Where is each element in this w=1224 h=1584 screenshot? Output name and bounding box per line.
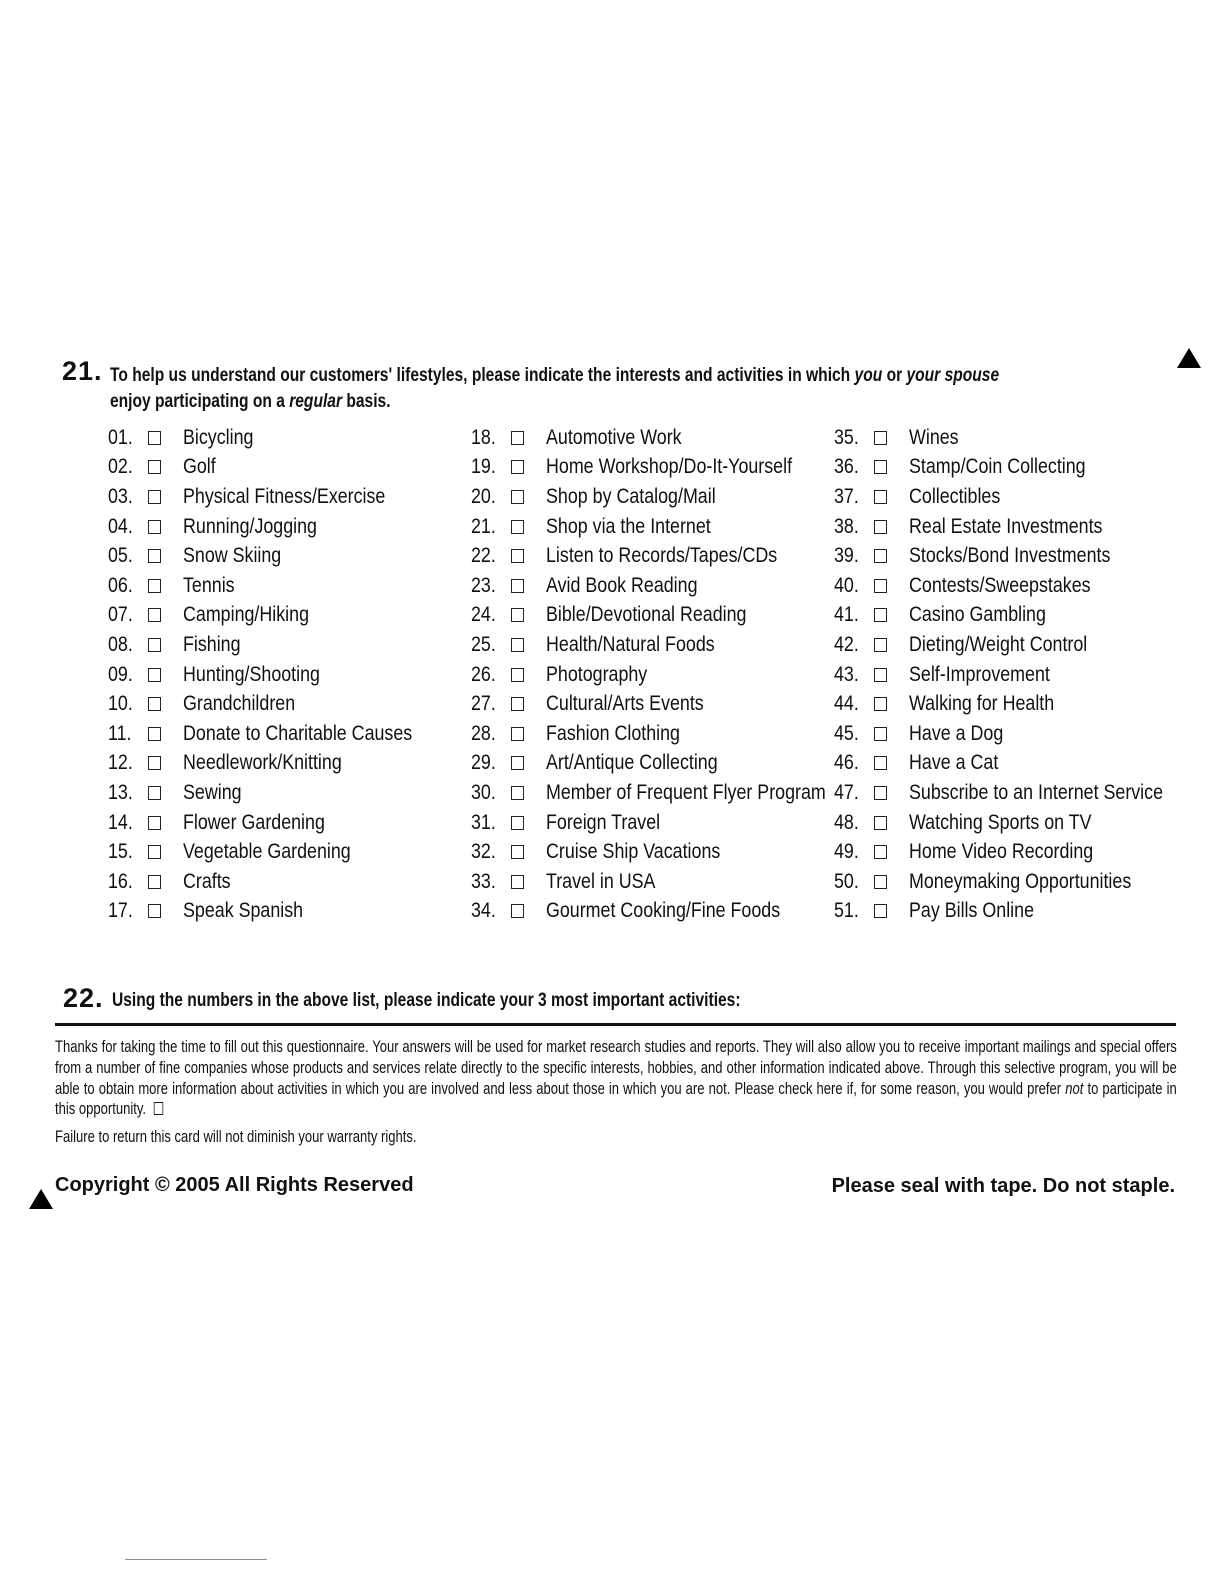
- activity-item[interactable]: [471, 541, 875, 571]
- activity-number: 13.: [108, 780, 133, 804]
- activity-label: Speak Spanish: [183, 899, 304, 923]
- question-22-number: 22.: [63, 983, 104, 1013]
- activity-checkbox[interactable]: [874, 579, 887, 593]
- activity-checkbox[interactable]: [874, 638, 887, 652]
- activity-label: Cruise Ship Vacations: [546, 840, 721, 864]
- activity-item[interactable]: [108, 689, 453, 719]
- activity-label: Stocks/Bond Investments: [909, 544, 1111, 568]
- activity-item[interactable]: [471, 512, 875, 542]
- activity-number: 24.: [471, 603, 496, 627]
- activity-label: Tennis: [183, 573, 235, 597]
- activity-label: Automotive Work: [546, 425, 682, 449]
- activity-column-1: [108, 423, 453, 926]
- activity-label: Member of Frequent Flyer Program: [546, 780, 826, 804]
- activity-label: Sewing: [183, 780, 242, 804]
- activity-checkbox[interactable]: [874, 608, 887, 622]
- activity-label: Vegetable Gardening: [183, 840, 351, 864]
- activity-checkbox[interactable]: [148, 460, 161, 474]
- activity-number: 51.: [834, 899, 859, 923]
- activity-number: 06.: [108, 573, 133, 597]
- activity-checkbox[interactable]: [874, 460, 887, 474]
- activity-item[interactable]: [471, 453, 875, 483]
- activity-number: 18.: [471, 425, 496, 449]
- activity-number: 03.: [108, 484, 133, 508]
- activity-checkbox[interactable]: [874, 816, 887, 830]
- activity-checkbox[interactable]: [874, 490, 887, 504]
- activity-label: Golf: [183, 455, 216, 479]
- activity-label: Moneymaking Opportunities: [909, 869, 1132, 893]
- activity-checkbox[interactable]: [874, 697, 887, 711]
- activity-number: 40.: [834, 573, 859, 597]
- activity-checkbox[interactable]: [148, 668, 161, 682]
- activity-label: Subscribe to an Internet Service: [909, 780, 1164, 804]
- activity-number: 44.: [834, 692, 859, 716]
- activity-item[interactable]: [471, 719, 875, 749]
- activity-item[interactable]: [471, 867, 875, 897]
- activity-checkbox[interactable]: [874, 786, 887, 800]
- activity-item[interactable]: [108, 482, 453, 512]
- activity-item[interactable]: [834, 482, 1208, 512]
- activity-number: 38.: [834, 514, 859, 538]
- activity-number: 49.: [834, 840, 859, 864]
- question-21-number: 21.: [62, 356, 103, 386]
- copyright-notice: Copyright © 2005 All Rights Reserved: [55, 1174, 414, 1196]
- activity-item[interactable]: [471, 630, 875, 660]
- activity-item[interactable]: [471, 660, 875, 690]
- activity-item[interactable]: [108, 897, 453, 927]
- activity-column-3: [834, 423, 1208, 926]
- activity-number: 27.: [471, 692, 496, 716]
- activity-item[interactable]: [108, 867, 453, 897]
- activity-item[interactable]: [471, 837, 875, 867]
- activity-item[interactable]: [471, 689, 875, 719]
- activity-label: Gourmet Cooking/Fine Foods: [546, 899, 781, 923]
- activity-column-2: [471, 423, 875, 926]
- activity-label: Health/Natural Foods: [546, 632, 715, 656]
- activity-number: 19.: [471, 455, 496, 479]
- question-21-text: To help us understand our customers' lifestyles, please indicate the interests and activities in which you or your spouse enjoy participating on a regular basis.: [110, 365, 1000, 412]
- activity-number: 04.: [108, 514, 133, 538]
- activity-number: 28.: [471, 721, 496, 745]
- activity-item[interactable]: [834, 601, 1208, 631]
- activity-number: 33.: [471, 869, 496, 893]
- activity-checkbox[interactable]: [511, 904, 524, 918]
- activity-checkbox[interactable]: [511, 697, 524, 711]
- activity-checkbox[interactable]: [874, 431, 887, 445]
- activity-checkbox[interactable]: [511, 786, 524, 800]
- activity-checkbox[interactable]: [874, 875, 887, 889]
- activity-checkbox[interactable]: [148, 904, 161, 918]
- activity-label: Art/Antique Collecting: [546, 751, 718, 775]
- activity-item[interactable]: [108, 837, 453, 867]
- activity-label: Dieting/Weight Control: [909, 632, 1088, 656]
- activity-checkbox[interactable]: [148, 875, 161, 889]
- activity-label: Collectibles: [909, 484, 1001, 508]
- activity-label: Needlework/Knitting: [183, 751, 342, 775]
- activity-checkbox[interactable]: [148, 786, 161, 800]
- activity-number: 02.: [108, 455, 133, 479]
- activity-item[interactable]: [834, 778, 1208, 808]
- activity-checkbox[interactable]: [148, 845, 161, 859]
- activity-number: 16.: [108, 869, 133, 893]
- activity-label: Pay Bills Online: [909, 899, 1035, 923]
- activity-checkbox[interactable]: [511, 460, 524, 474]
- activity-number: 08.: [108, 632, 133, 656]
- activity-item[interactable]: [108, 719, 453, 749]
- arrow-up-icon: [29, 1189, 53, 1209]
- activity-number: 11.: [108, 721, 132, 745]
- activity-number: 07.: [108, 603, 133, 627]
- activity-checkbox[interactable]: [511, 727, 524, 741]
- activity-checkbox[interactable]: [148, 520, 161, 534]
- activity-number: 46.: [834, 751, 859, 775]
- activity-number: 22.: [471, 544, 496, 568]
- arrow-up-icon: [1177, 348, 1201, 368]
- activity-checkbox[interactable]: [874, 520, 887, 534]
- activity-item[interactable]: [834, 541, 1208, 571]
- activity-item[interactable]: [108, 808, 453, 838]
- activity-number: 05.: [108, 544, 133, 568]
- activity-label: Shop by Catalog/Mail: [546, 484, 716, 508]
- activity-item[interactable]: [471, 571, 875, 601]
- activity-checkbox[interactable]: [148, 816, 161, 830]
- activity-number: 31.: [471, 810, 496, 834]
- activity-checkbox[interactable]: [511, 431, 524, 445]
- activity-label: Casino Gambling: [909, 603, 1046, 627]
- activity-number: 29.: [471, 751, 496, 775]
- thanks-paragraph: Thanks for taking the time to fill out this questionnaire. Your answers will be used for market research studies and reports. They will also allow you to receive important mailings and special offers from a number of fine companies whose products and services relate directly to the specific interests, hobbies, and other information indicated above. Through this selective program, you will be able to obtain more information about activities in which you are involved and less about those in which you are not. Please check here if, for some reason, you would prefer not to participate in this opportunity.: [55, 1038, 1177, 1119]
- activity-item[interactable]: [834, 719, 1208, 749]
- activity-label: Home Workshop/Do-It-Yourself: [546, 455, 793, 479]
- activity-number: 23.: [471, 573, 496, 597]
- activity-label: Bible/Devotional Reading: [546, 603, 747, 627]
- activity-item[interactable]: [108, 512, 453, 542]
- activity-label: Real Estate Investments: [909, 514, 1103, 538]
- activity-label: Contests/Sweepstakes: [909, 573, 1091, 597]
- activity-item[interactable]: [471, 808, 875, 838]
- activity-checkbox[interactable]: [874, 549, 887, 563]
- activity-number: 21.: [471, 514, 496, 538]
- activity-checkbox[interactable]: [148, 697, 161, 711]
- activity-label: Grandchildren: [183, 692, 296, 716]
- activity-number: 50.: [834, 869, 859, 893]
- activity-number: 48.: [834, 810, 859, 834]
- warranty-notice: Failure to return this card will not diminish your warranty rights.: [55, 1128, 417, 1146]
- activity-checkbox[interactable]: [511, 608, 524, 622]
- activity-label: Stamp/Coin Collecting: [909, 455, 1086, 479]
- activity-label: Travel in USA: [546, 869, 656, 893]
- activity-checkbox[interactable]: [874, 845, 887, 859]
- activity-number: 12.: [108, 751, 133, 775]
- activity-number: 14.: [108, 810, 133, 834]
- activity-checkbox[interactable]: [874, 668, 887, 682]
- activity-checkbox[interactable]: [511, 490, 524, 504]
- activity-label: Snow Skiing: [183, 544, 282, 568]
- activity-label: Shop via the Internet: [546, 514, 711, 538]
- activity-number: 26.: [471, 662, 496, 686]
- activity-number: 35.: [834, 425, 859, 449]
- activity-item[interactable]: [108, 453, 453, 483]
- activity-number: 39.: [834, 544, 859, 568]
- activity-item[interactable]: [471, 482, 875, 512]
- activity-label: Photography: [546, 662, 648, 686]
- activity-label: Cultural/Arts Events: [546, 692, 704, 716]
- activity-label: Have a Dog: [909, 721, 1004, 745]
- activity-number: 15.: [108, 840, 133, 864]
- activity-checkbox[interactable]: [148, 431, 161, 445]
- activity-item[interactable]: [108, 660, 453, 690]
- activity-checkbox[interactable]: [874, 727, 887, 741]
- opt-out-checkbox[interactable]: [154, 1102, 163, 1115]
- divider: [55, 1023, 1176, 1026]
- activity-number: 20.: [471, 484, 496, 508]
- activity-label: Donate to Charitable Causes: [183, 721, 413, 745]
- activity-label: Home Video Recording: [909, 840, 1094, 864]
- activity-item[interactable]: [834, 749, 1208, 779]
- activity-number: 36.: [834, 455, 859, 479]
- activity-label: Self-Improvement: [909, 662, 1050, 686]
- activity-item[interactable]: [834, 423, 1208, 453]
- activity-checkbox[interactable]: [511, 875, 524, 889]
- activity-label: Hunting/Shooting: [183, 662, 320, 686]
- activity-label: Running/Jogging: [183, 514, 317, 538]
- activity-number: 42.: [834, 632, 859, 656]
- activity-number: 10.: [108, 692, 133, 716]
- activity-number: 30.: [471, 780, 496, 804]
- activity-label: Walking for Health: [909, 692, 1055, 716]
- activity-item[interactable]: [834, 689, 1208, 719]
- activity-label: Watching Sports on TV: [909, 810, 1092, 834]
- activity-label: Listen to Records/Tapes/CDs: [546, 544, 778, 568]
- question-22-text: Using the numbers in the above list, please indicate your 3 most important activities:: [112, 990, 741, 1011]
- activity-checkbox[interactable]: [148, 638, 161, 652]
- activity-label: Camping/Hiking: [183, 603, 309, 627]
- activity-item[interactable]: [834, 837, 1208, 867]
- activity-number: 43.: [834, 662, 859, 686]
- activity-number: 45.: [834, 721, 859, 745]
- activity-checkbox[interactable]: [148, 727, 161, 741]
- activity-checkbox[interactable]: [511, 756, 524, 770]
- activity-item[interactable]: [108, 541, 453, 571]
- activity-number: 37.: [834, 484, 859, 508]
- activity-label: Have a Cat: [909, 751, 999, 775]
- activity-checkbox[interactable]: [511, 845, 524, 859]
- activity-item[interactable]: [108, 778, 453, 808]
- activity-number: 41.: [834, 603, 859, 627]
- activity-checkbox[interactable]: [511, 638, 524, 652]
- activity-item[interactable]: [834, 453, 1208, 483]
- activity-item[interactable]: [834, 808, 1208, 838]
- activity-number: 32.: [471, 840, 496, 864]
- activity-item[interactable]: [471, 749, 875, 779]
- activity-item[interactable]: [834, 660, 1208, 690]
- activity-label: Crafts: [183, 869, 231, 893]
- activity-number: 17.: [108, 899, 133, 923]
- activity-checkbox[interactable]: [874, 904, 887, 918]
- activity-item[interactable]: [108, 423, 453, 453]
- activity-item[interactable]: [834, 630, 1208, 660]
- activity-item[interactable]: [108, 571, 453, 601]
- activity-label: Bicycling: [183, 425, 254, 449]
- activity-number: 09.: [108, 662, 133, 686]
- activity-number: 47.: [834, 780, 859, 804]
- activity-number: 25.: [471, 632, 496, 656]
- activity-label: Fishing: [183, 632, 241, 656]
- activity-item[interactable]: [471, 423, 875, 453]
- activity-item[interactable]: [834, 571, 1208, 601]
- activity-label: Foreign Travel: [546, 810, 661, 834]
- activity-number: 34.: [471, 899, 496, 923]
- activity-checkbox[interactable]: [511, 520, 524, 534]
- seal-instruction: Please seal with tape. Do not staple.: [831, 1175, 1175, 1197]
- activity-checkbox[interactable]: [148, 549, 161, 563]
- activity-checkbox[interactable]: [511, 549, 524, 563]
- activity-label: Wines: [909, 425, 959, 449]
- activity-label: Flower Gardening: [183, 810, 325, 834]
- activity-item[interactable]: [471, 897, 875, 927]
- activity-item[interactable]: [471, 778, 875, 808]
- activity-checkbox[interactable]: [511, 668, 524, 682]
- activity-number: 01.: [108, 425, 133, 449]
- activity-label: Avid Book Reading: [546, 573, 698, 597]
- activity-label: Physical Fitness/Exercise: [183, 484, 386, 508]
- activity-checkbox[interactable]: [511, 579, 524, 593]
- activity-checkbox[interactable]: [148, 756, 161, 770]
- activity-item[interactable]: [834, 897, 1208, 927]
- decorative-line: [125, 1559, 267, 1560]
- activity-item[interactable]: [108, 630, 453, 660]
- activity-item[interactable]: [834, 867, 1208, 897]
- activity-checkbox[interactable]: [511, 816, 524, 830]
- activity-checkbox[interactable]: [148, 608, 161, 622]
- activity-label: Fashion Clothing: [546, 721, 680, 745]
- activity-checkbox[interactable]: [874, 756, 887, 770]
- activity-checkbox[interactable]: [148, 579, 161, 593]
- activity-item[interactable]: [471, 601, 875, 631]
- activity-item[interactable]: [108, 601, 453, 631]
- activity-checkbox[interactable]: [148, 490, 161, 504]
- activity-item[interactable]: [108, 749, 453, 779]
- activity-item[interactable]: [834, 512, 1208, 542]
